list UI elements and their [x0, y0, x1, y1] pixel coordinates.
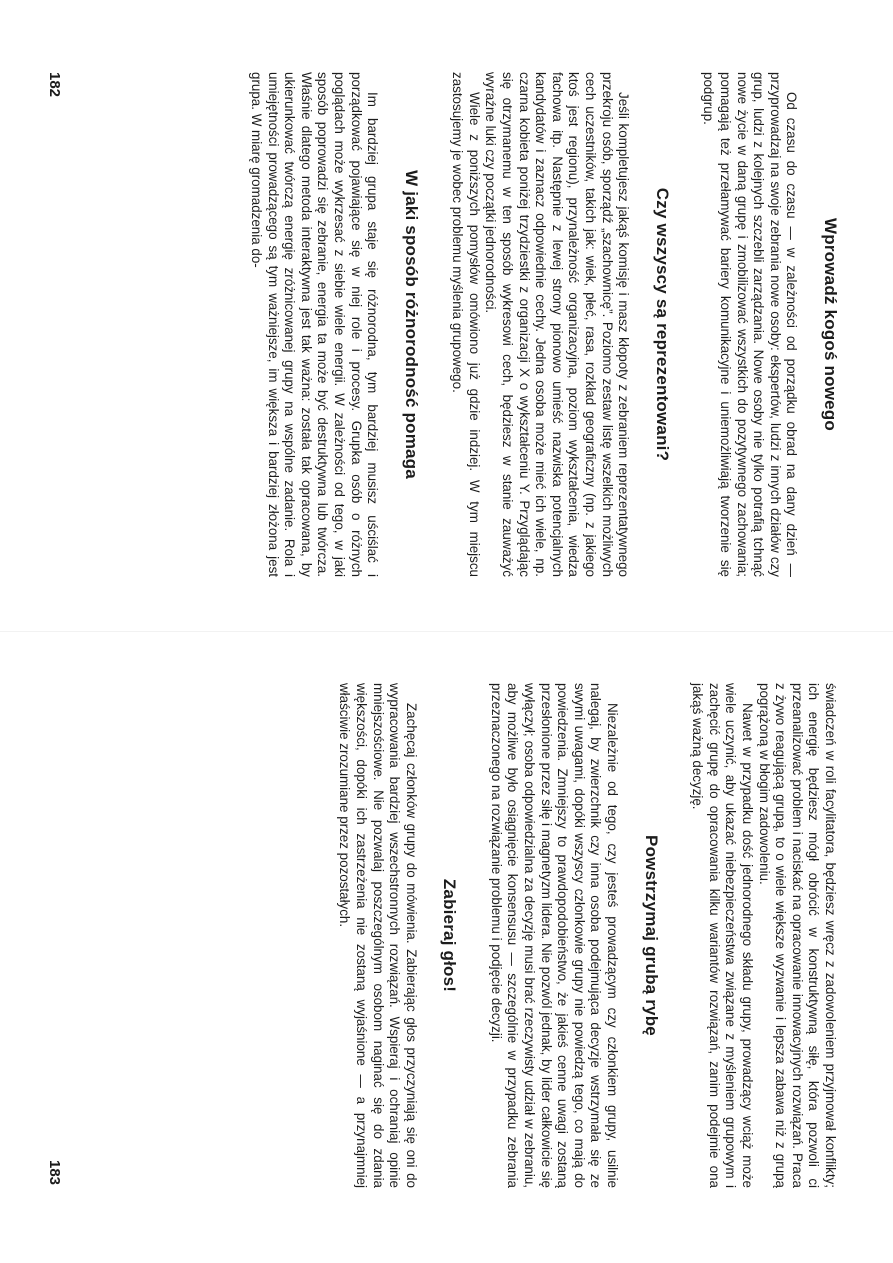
paragraph: Jeśli kompletujesz jakąś komisję i masz kłopoty z zebraniem reprezentatywnego przekroju osób, sporządź „szachownicę”. Poziomo zestaw listę wszelkich możliwych cech uczestników, takich jak: wiek, płeć, rasa, rozkład geograficzny (np. z jakiego ktoś jest regionu), przynależność organizacyjna, poziom wykształcenia, wiedza fachowa itp. Następnie z lewej strony pionowo umieść nazwiska potencjalnych kandydatów i zaznacz odpowiednie cechy. Jedna osoba może mieć ich wiele, np. czarna kobieta poniżej trzydziestki z organizacji X o wykształceniu Y. Przyglądając się otrzymanemu w ten sposób wykresowi cech, będziesz w stanie zauważyć wyraźne luki czy początki jednorodności.: [483, 72, 632, 577]
paragraph: Od czasu do czasu — w zależności od porządku obrad na dany dzień — przyprowadzaj na swoje zebrania nowe osoby: ekspertów, ludzi z innych działów czy grup, ludzi z kolejnych szczebli zarządzania. Nowe osoby nie tylko potrafią tchnąć nowe życie w daną grupę i zmobilizować wszystkich do pozytywnego zachowania; pomagają też przełamywać bariery komunikacyjne i uniemożliwiają tworzenie się podgrup.: [701, 72, 800, 577]
page-number-left: 182: [46, 72, 63, 98]
heading-speak-up: Zabieraj głos!: [440, 878, 460, 993]
heading-how-diversity-helps: W jaki sposób różnorodność pomaga: [401, 170, 421, 479]
right-page: [0, 631, 893, 1263]
left-page-column: [247, 72, 838, 577]
paragraph: Niezależnie od tego, czy jesteś prowadzącym czy członkiem grupy, usilnie nalegaj, by zwierzchnik czy inna osoba podejmująca decyzje wstrzymała się ze swymi uwagami, dopóki wszyscy członkowie grupy nie powiedzą tego, co mają do powiedzenia. Zmniejszy to prawdopodobieństwo, że jakieś cenne uwagi zostaną przesłonione przez siłę i magnetyzm lidera. Nie pozwól jednak, by lider całkowicie się wyłączył; osoba odpowiedzialna za decyzję musi brać rzeczywisty udział w zebraniu, aby możliwe było osiągnięcie konsensusu — szczególnie w przypadku zebrania przeznaczonego na rozwiązanie problemu i podjęcie decyzji.: [488, 683, 621, 1188]
paragraph: Nawet w przypadku dość jednorodnego składu grupy, prowadzący wciąż może wiele uczynić, aby ukazać niebezpieczeństwa związane z myśleniem grupowym i zachęcić grupę do opracowania kilku wariantów rozwiązań, zanim podejmie ona jakąś ważną decyzję.: [690, 683, 756, 1188]
heading-introduce-someone-new: Wprowadź kogoś nowego: [821, 218, 840, 431]
heading-stop-the-big-fish: Powstrzymaj grubą rybę: [641, 835, 661, 1036]
paragraph: Im bardziej grupa staje się różnorodna, tym bardziej musisz uściślać i porządkować pojawiające się w niej role i procesy. Grupka osób o różnych poglądach może wykrzesać z siebie wiele energii. W zależności od tego, w jaki sposób poprowadzi się zebranie, energia ta może być destruktywna lub twórcza. Właśnie dlatego metoda interaktywna jest tak ważna: została tak opracowana, by ukierunkować twórczą energię zróżnicowanej grupy na wspólne zadanie. Rola i umiejętności prowadzącego są tym ważniejsze, im większa i bardziej złożona jest grupa. W miarę gromadzenia do-: [248, 72, 381, 577]
right-page-column: [336, 683, 838, 1188]
paragraph: Wiele z poniższych pomysłów omówiono już gdzie indziej. W tym miejscu zastosujemy je wobec problemu myślenia grupowego.: [450, 72, 482, 577]
heading-is-everyone-represented: Czy wszyscy są reprezentowani?: [652, 187, 672, 462]
paragraph: Zachęcaj członków grupy do mówienia. Zabierając głos przyczyniają się oni do wypracowania bardziej wszechstronnych rozwiązań. Wspieraj i ochraniaj opinie mniejszościowe. Nie pozwalaj poszczególnym osobom naginać się do zdania większości, dopóki ich zastrzeżenia nie zostaną wyjaśnione — a przynajmniej właściwie zrozumiane przez pozostałych.: [337, 683, 419, 1188]
page-number-right: 183: [46, 1160, 63, 1186]
paragraph: świadczeń w roli facylitatora, będziesz wręcz z zadowoleniem przyjmował konflikty; ich energię będziesz mógł obrócić w konstruktywną siłę, która pozwoli ci przeanalizować problem i naciskać na opracowanie innowacyjnych rozwiązań. Praca z żywo reagującą grupą, to o wiele większe wyzwanie i lepsza zabawa niż z grupą pogrążoną w błogim zadowoleniu.: [756, 683, 838, 1188]
